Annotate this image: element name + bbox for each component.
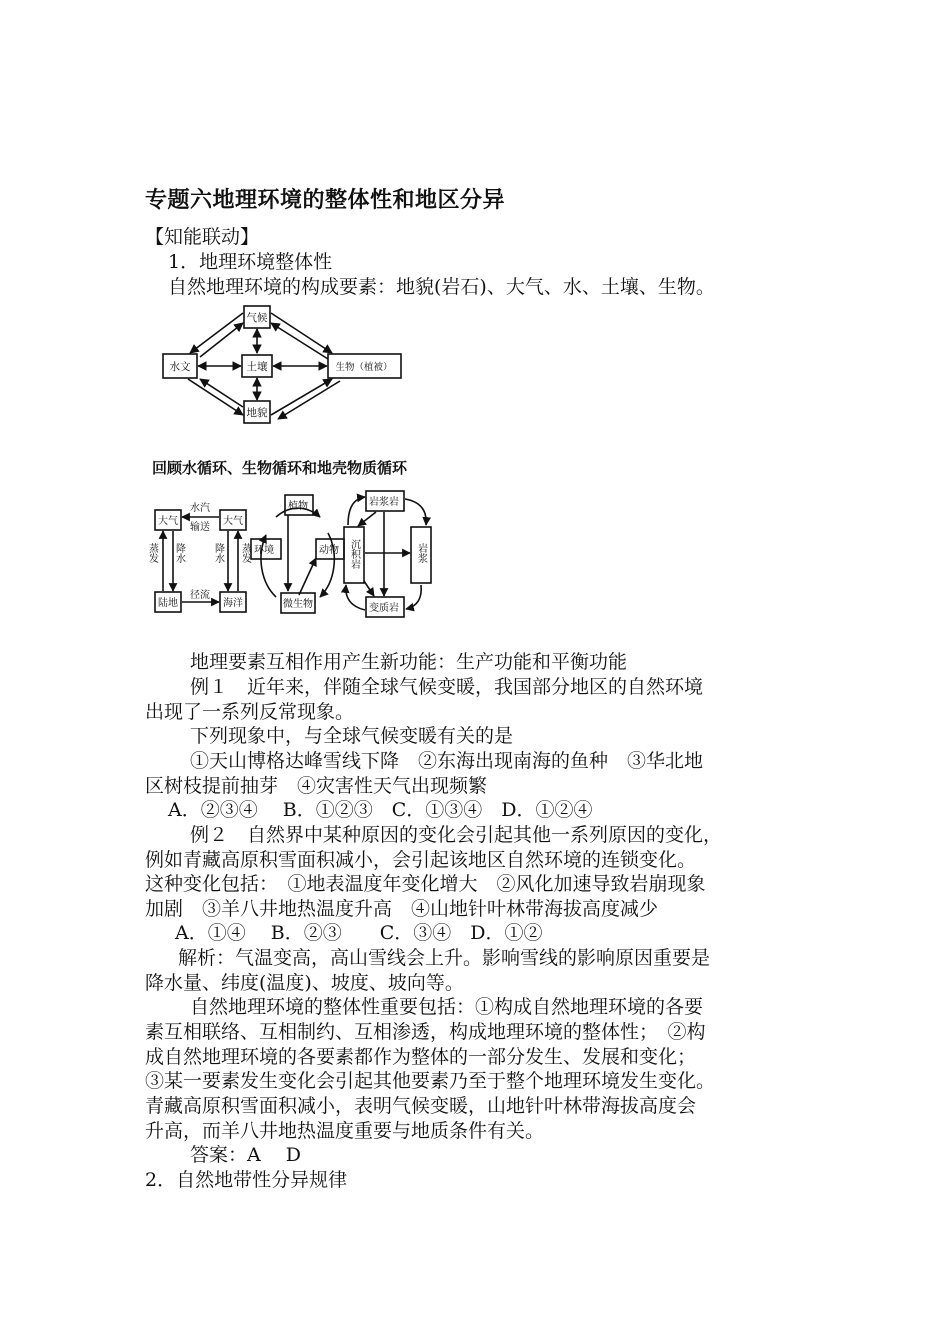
text-line-6: 区树枝提前抽芽 ④灾害性天气出现频繁 [145, 775, 488, 797]
text-line-19: 青藏高原积雪面积减小，表明气候变暖，山地针叶林带海拔高度会 [145, 1095, 697, 1117]
text-line-3: 出现了一系列反常现象。 [145, 701, 355, 723]
ocean-label: 海洋 [223, 598, 243, 609]
subheading-1: 1．地理环境整体性 [168, 251, 333, 273]
evap-right-label: 蒸发 [239, 543, 251, 563]
atm-left-label: 大气 [158, 516, 178, 527]
lava-label: 岩浆 [415, 543, 427, 563]
magma-label: 岩浆岩 [369, 497, 399, 508]
text-line-15: 自然地理环境的整体性重要包括：①构成自然地理环境的各要 [190, 996, 704, 1018]
section-header: 【知能联动】 [145, 226, 260, 248]
text-line-20: 升高，而羊八井地热温度重要与地质条件有关。 [145, 1120, 545, 1142]
text-line-18: ③某一要素发生变化会引起其他要素乃至于整个地理环境发生变化。 [145, 1070, 716, 1092]
text-line-8: 例２ 自然界中某种原因的变化会引起其他一系列原因的变化， [190, 824, 723, 846]
answer-line: 答案：A D [190, 1144, 301, 1166]
text-line-4: 下列现象中，与全球气候变暖有关的是 [190, 725, 514, 747]
precip-right-label: 降水 [212, 543, 224, 563]
text-line-12: A．①④ B．②③ C．③④ D．①② [175, 922, 543, 944]
hydrology-label: 水文 [169, 361, 191, 373]
text-line-1: 地理要素互相作用产生新功能：生产功能和平衡功能 [190, 651, 628, 673]
evap-left-label: 蒸发 [146, 543, 158, 563]
microbes-label: 微生物 [283, 599, 313, 610]
runoff-label: 径流 [190, 590, 210, 601]
atm-right-label: 大气 [223, 516, 243, 527]
sedimentary-label: 沉积岩 [348, 539, 360, 569]
soil-label: 土壤 [246, 361, 268, 373]
cycles-diagram [148, 455, 433, 620]
land-label: 陆地 [158, 598, 178, 609]
animals-label: 动物 [319, 545, 339, 556]
text-line-11: 加剧 ③羊八井地热温度升高 ④山地针叶林带海拔高度减少 [145, 898, 659, 920]
text-line-10: 这种变化包括： ①地表温度年变化增大 ②风化加速导致岩崩现象 [145, 873, 706, 895]
page-title: 专题六地理环境的整体性和地区分异 [145, 188, 506, 213]
text-line-14: 降水量、纬度(温度)、坡度、坡向等。 [145, 972, 464, 994]
vapor-label: 水汽 [190, 503, 210, 514]
biology-label: 生物（植被） [335, 362, 393, 373]
text-line-2: 例１ 近年来，伴随全球气候变暖，我国部分地区的自然环境 [190, 676, 704, 698]
metamorphic-label: 变质岩 [369, 603, 399, 614]
text-line-17: 成自然地理环境的各要素都作为整体的一部分发生、发展和变化； [145, 1046, 697, 1068]
text-line-9: 例如青藏高原积雪面积减小，会引起该地区自然环境的连锁变化。 [145, 849, 697, 871]
climate-label: 气候 [246, 312, 268, 324]
subheading-2: 2．自然地带性分异规律 [145, 1169, 348, 1191]
transport-label: 输送 [190, 522, 210, 533]
components-text: 自然地理环境的构成要素：地貌(岩石)、大气、水、土壤、生物。 [168, 276, 715, 298]
text-line-16: 素互相联络、互相制约、互相渗透，构成地理环境的整体性； ②构 [145, 1021, 706, 1043]
cycles-heading: 回顾水循环、生物循环和地壳物质循环 [152, 459, 408, 477]
text-line-7: A．②③④ B．①②③ C．①③④ D．①②④ [168, 799, 593, 821]
precip-left-label: 降水 [173, 543, 185, 563]
elements-diagram [160, 303, 405, 428]
text-line-13: 解析：气温变高，高山雪线会上升。影响雪线的影响原因重要是 [178, 947, 711, 969]
environment-label: 环境 [254, 545, 274, 556]
landform-label: 地貌 [246, 407, 268, 419]
plants-label: 植物 [288, 501, 308, 512]
text-line-5: ①天山博格达峰雪线下降 ②东海出现南海的鱼种 ③华北地 [190, 750, 704, 772]
